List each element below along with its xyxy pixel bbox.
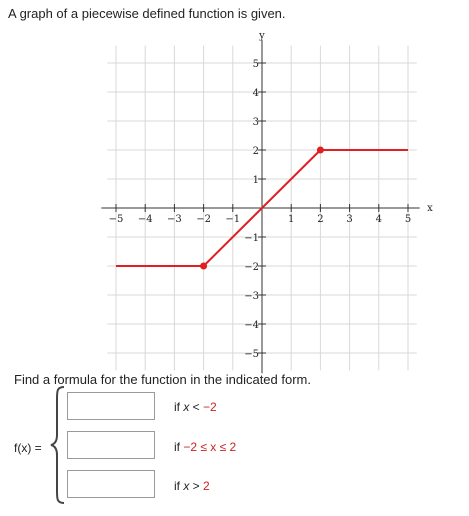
- y-axis-label: y: [259, 30, 265, 42]
- condition-if: if: [174, 400, 184, 414]
- x-tick-label: −3: [167, 214, 182, 225]
- x-tick-label: 1: [288, 214, 295, 225]
- closed-point: [317, 147, 324, 154]
- left-brace: [50, 385, 66, 505]
- x-tick-label: −5: [108, 214, 124, 225]
- tick-labels: [109, 30, 433, 360]
- answer-input-piece-2[interactable]: [67, 431, 155, 459]
- x-tick-label: 5: [404, 214, 412, 225]
- condition-bound: −2: [203, 400, 217, 414]
- y-tick-label: 1: [252, 175, 259, 186]
- y-tick-label: −1: [244, 233, 259, 244]
- condition-piece-3: [174, 479, 210, 493]
- y-tick-label: 5: [252, 59, 259, 70]
- y-tick-label: −5: [244, 349, 259, 360]
- y-tick-label: −2: [244, 262, 259, 273]
- function-graph: [100, 28, 433, 368]
- x-tick-label: −4: [137, 214, 153, 225]
- y-tick-label: 4: [252, 88, 259, 99]
- condition-operator: <: [189, 400, 204, 414]
- closed-point: [200, 263, 207, 270]
- x-tick-label: 2: [317, 214, 324, 225]
- condition-bound: 2: [203, 479, 210, 493]
- axes: [101, 40, 419, 374]
- condition-if: if: [174, 479, 184, 493]
- x-axis-label: x: [427, 203, 433, 214]
- answer-input-piece-3[interactable]: [67, 470, 155, 498]
- y-tick-label: 2: [252, 146, 259, 157]
- x-tick-label: 4: [375, 214, 382, 225]
- x-tick-label: −1: [225, 214, 241, 225]
- condition-piece-1: [174, 400, 217, 414]
- x-tick-label: −2: [196, 214, 211, 225]
- condition-variable: x: [183, 479, 190, 493]
- condition-piece-2: [174, 440, 236, 454]
- condition-operator: >: [189, 479, 204, 493]
- function-label: f(x) =: [14, 441, 42, 455]
- y-tick-label: −4: [244, 320, 259, 331]
- condition-if: if: [174, 440, 184, 454]
- problem-prompt: A graph of a piecewise defined function is given.: [8, 6, 286, 21]
- y-tick-label: 3: [252, 117, 259, 128]
- condition-variable: x: [183, 400, 190, 414]
- condition-bound: −2 ≤ x ≤ 2: [183, 440, 237, 454]
- instruction-text: Find a formula for the function in the indicated form.: [14, 372, 311, 387]
- answer-input-piece-1[interactable]: [67, 392, 155, 420]
- y-tick-label: −3: [244, 291, 259, 302]
- x-tick-label: 3: [346, 214, 353, 225]
